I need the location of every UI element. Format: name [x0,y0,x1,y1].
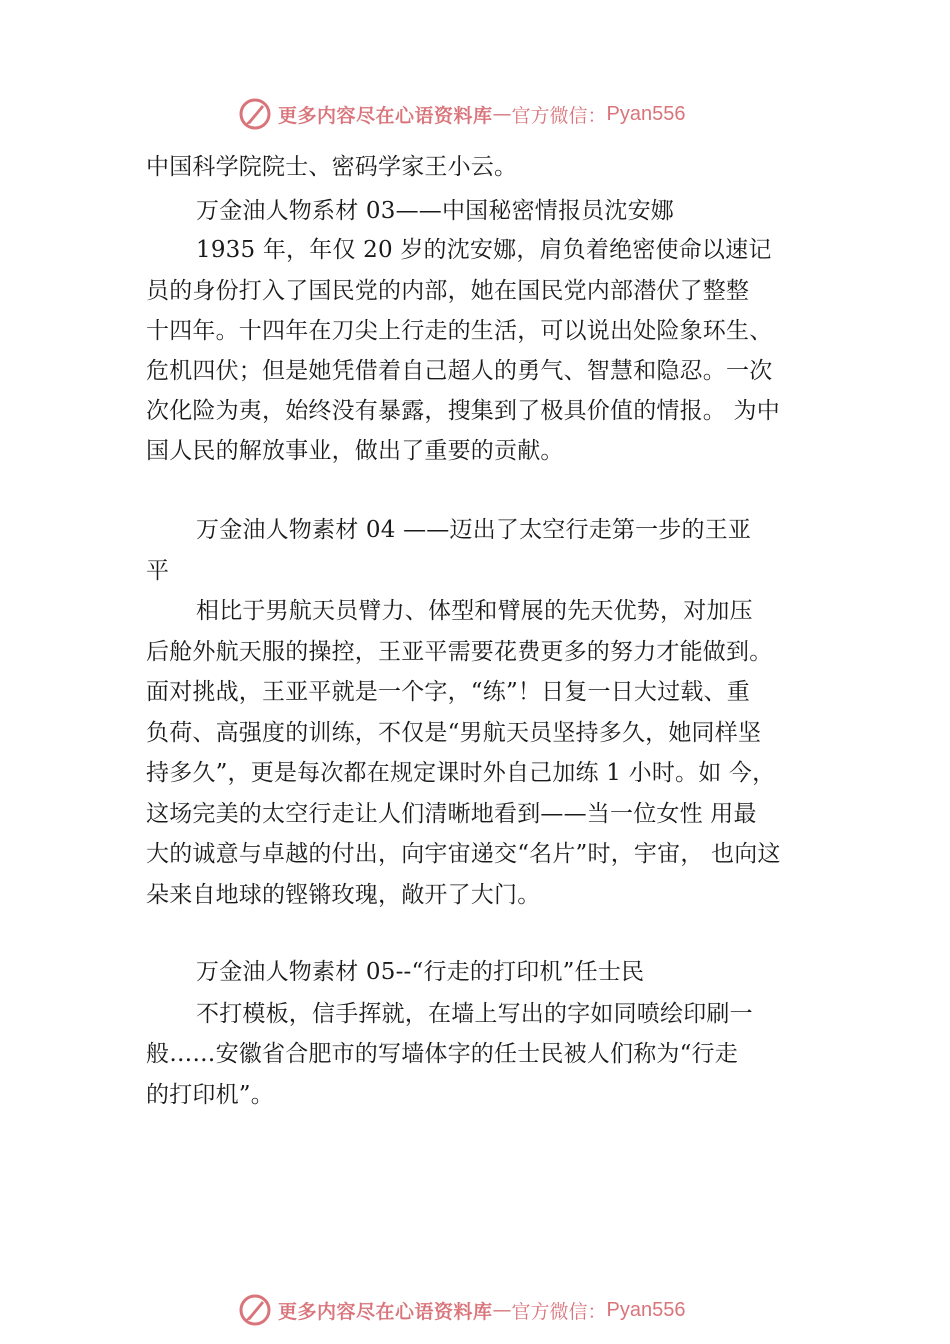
header-watermark [238,96,686,132]
text-line: 平 [146,558,170,584]
watermark-wechat-label: 官方微信： [511,104,607,127]
text-line: 国人民的解放事业，做出了重要的贡献。 [146,438,564,464]
text-line: 员的身份打入了国民党的内部，她在国民党内部潜伏了整整 [146,278,750,304]
text-line: 十四年。十四年在刀尖上行走的生活，可以说出处险象环生、 [146,318,773,344]
watermark-dash: — [492,103,512,125]
watermark-main-text: 更多内容尽在心语资料库 [278,104,493,127]
text-line: 朵来自地球的铿锵玫瑰，敞开了大门。 [146,882,541,908]
watermark-main-text: 更多内容尽在心语资料库 [278,1300,493,1323]
watermark-wechat-id: Pyan556 [606,1298,686,1321]
text-line: 不打模板，信手挥就，在墙上写出的字如同喷绘印刷一 [196,1001,753,1027]
quill-logo-icon [238,97,272,131]
text-line: 持多久”，更是每次都在规定课时外自己加练 1 小时。如 今， [146,760,776,786]
watermark-wechat-label: 官方微信： [511,1300,607,1323]
text-line: 相比于男航天员臂力、体型和臂展的先天优势，对加压 [196,598,753,624]
watermark-wechat-id: Pyan556 [606,102,686,125]
section-heading: 万金油人物系材 03——中国秘密情报员沈安娜 [196,198,674,224]
text-line: 面对挑战，王亚平就是一个字，“练”！日复一日大过载、重 [146,679,750,705]
quill-logo-icon [238,1293,272,1327]
text-line: 这场完美的太空行走让人们清晰地看到——当一位女性 用最 [146,801,757,827]
text-line: 1935 年，年仅 20 岁的沈安娜，肩负着绝密使命以速记 [196,237,772,263]
section-heading: 万金油人物素材 05--“行走的打印机”任士民 [196,959,645,985]
section-heading: 万金油人物素材 04 ——迈出了太空行走第一步的王亚 [196,517,752,543]
text-line: 次化险为夷，始终没有暴露，搜集到了极具价值的情报。 为中 [146,398,780,424]
text-line: 危机四伏；但是她凭借着自己超人的勇气、智慧和隐忍。一次 [146,358,773,384]
text-line: 般……安徽省合肥市的写墙体字的任士民被人们称为“行走 [146,1041,738,1067]
watermark-dash: — [492,1299,512,1321]
text-line: 中国科学院院士、密码学家王小云。 [146,154,518,180]
footer-watermark [238,1292,686,1328]
text-line: 后舱外航天服的操控，王亚平需要花费更多的努力才能做到。 [146,639,773,665]
text-line: 大的诚意与卓越的付出，向宇宙递交“名片”时，宇宙， 也向这 [146,841,781,867]
text-line: 的打印机”。 [146,1082,274,1108]
text-line: 负荷、高强度的训练，不仅是“男航天员坚持多久，她同样坚 [146,720,762,746]
